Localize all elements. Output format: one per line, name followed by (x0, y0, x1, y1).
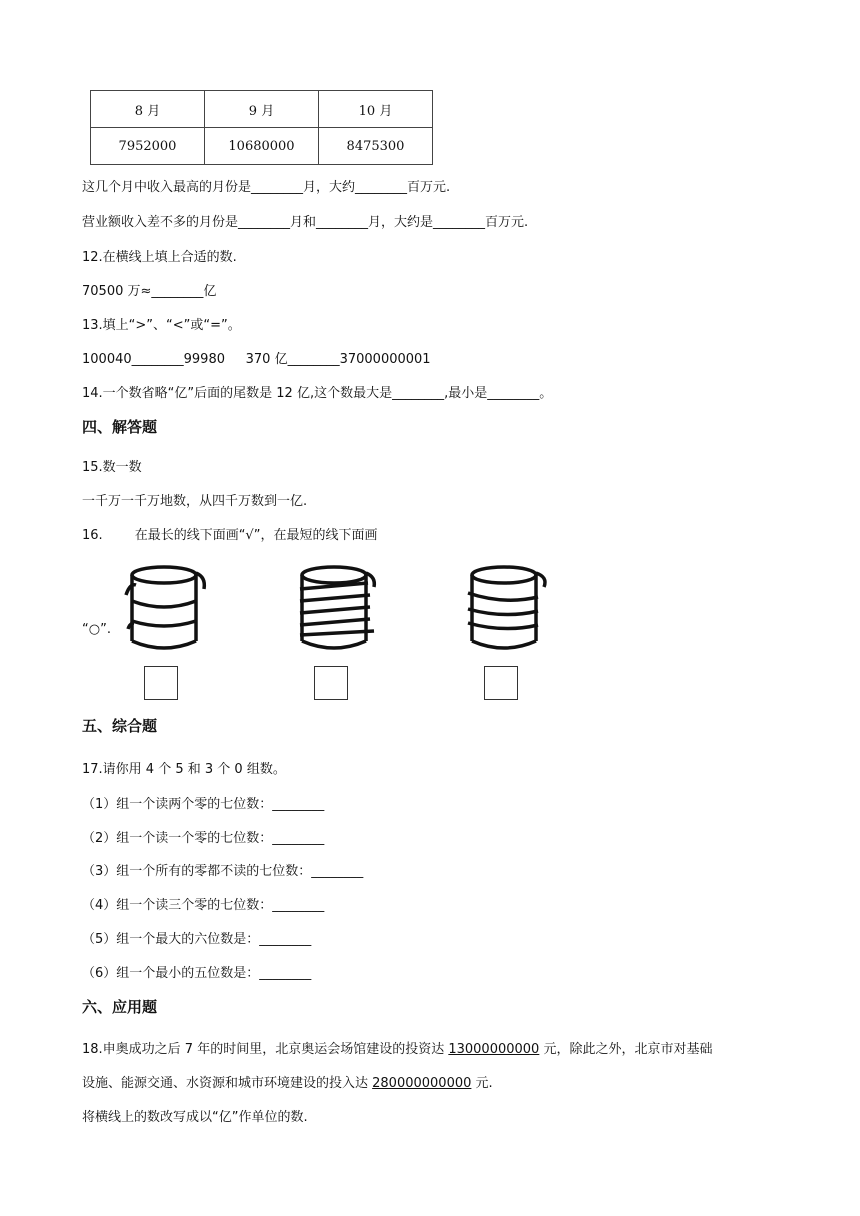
table-header: 9 月 (205, 91, 319, 128)
q18-line2 (82, 1074, 493, 1094)
q18-line1 (82, 1040, 712, 1060)
coil-2-image (290, 563, 385, 658)
q17-item: （2）组一个读一个零的七位数：________ (82, 831, 325, 846)
section-title: 五、综合题 (82, 717, 158, 735)
q18-text: 18.申奥成功之后 7 年的时间里，北京奥运会场馆建设的投资达 (82, 1042, 449, 1057)
q14-stem: 14.一个数省略“亿”后面的尾数是 12 亿,这个数最大是________,最小是________。 (82, 386, 553, 401)
q18-text: 元. (471, 1076, 493, 1091)
table-header: 8 月 (91, 91, 205, 128)
revenue-table (90, 90, 433, 165)
answer-box-1[interactable] (144, 666, 178, 700)
q17-item: （1）组一个读两个零的七位数：________ (82, 797, 325, 812)
q17-stem: 17.请你用 4 个 5 和 3 个 0 组数。 (82, 762, 286, 777)
q18-line3: 将横线上的数改写成以“亿”作单位的数. (82, 1110, 308, 1125)
q11-line2: 营业额收入差不多的月份是________月和________月，大约是________百万元. (82, 215, 529, 230)
table-header: 10 月 (319, 91, 433, 128)
q18-text: 设施、能源交通、水资源和城市环境建设的投入达 (82, 1076, 373, 1091)
q18-text: 元，除此之外，北京市对基础 (539, 1042, 713, 1057)
q16-text: 在最长的线下面画“√”，在最短的线下面画 (134, 528, 378, 543)
q11-line1: 这几个月中收入最高的月份是________月，大约________百万元. (82, 180, 451, 195)
table-cell: 10680000 (205, 128, 319, 165)
q17-item: （5）组一个最大的六位数是：________ (82, 932, 312, 947)
table-cell: 7952000 (91, 128, 205, 165)
q16-tail: “○”. (82, 622, 111, 637)
q17-item: （6）组一个最小的五位数是：________ (82, 966, 312, 981)
coil-1-image (120, 563, 215, 658)
q17-item: （4）组一个读三个零的七位数：________ (82, 898, 325, 913)
q13-item: 100040________99980 370 亿________37000000001 (82, 352, 431, 367)
q18-number-underlined: 13000000000 (448, 1042, 540, 1057)
coil-3-image (460, 563, 555, 658)
q12-stem: 12.在横线上填上合适的数. (82, 250, 237, 265)
q15-item: 一千万一千万地数，从四千万数到一亿. (82, 494, 308, 509)
q16-number: 16. (82, 528, 103, 543)
q13-stem: 13.填上“>”、“<”或“=”。 (82, 318, 241, 333)
q15-stem: 15.数一数 (82, 460, 142, 475)
answer-box-2[interactable] (314, 666, 348, 700)
q17-item: （3）组一个所有的零都不读的七位数：________ (82, 864, 364, 879)
section-title: 四、解答题 (82, 418, 158, 436)
q16-stem (82, 526, 377, 546)
q12-item: 70500 万≈________亿 (82, 284, 217, 299)
q18-number-underlined: 280000000000 (372, 1076, 472, 1091)
answer-box-3[interactable] (484, 666, 518, 700)
section-title: 六、应用题 (82, 998, 158, 1016)
table-cell: 8475300 (319, 128, 433, 165)
